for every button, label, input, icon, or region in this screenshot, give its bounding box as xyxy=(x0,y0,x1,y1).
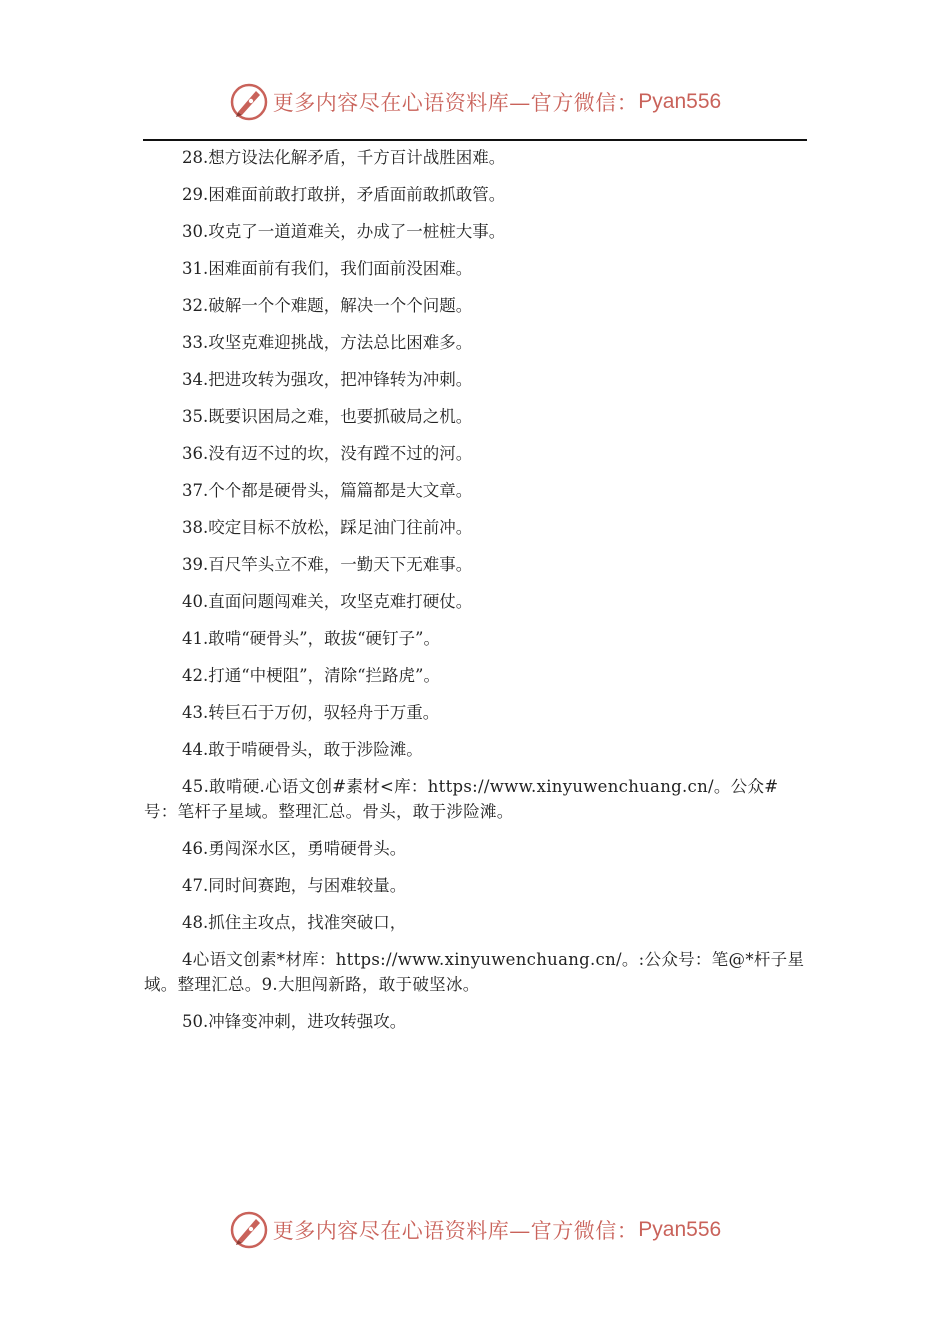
footer-wechat-id: Pyan556 xyxy=(638,1218,722,1241)
list-item-50: 50.冲锋变冲刺，进攻转强攻。 xyxy=(182,1012,407,1031)
pen-logo-icon xyxy=(229,1210,269,1250)
header-wechat-id: Pyan556 xyxy=(638,90,722,113)
list-item-33: 33.攻坚克难迎挑战，方法总比困难多。 xyxy=(182,333,473,352)
footer-banner xyxy=(0,1208,950,1252)
document-body xyxy=(144,145,808,1046)
pen-logo-icon xyxy=(229,82,269,122)
list-item-41: 41.敢啃“硬骨头”，敢拔“硬钉子”。 xyxy=(182,629,440,648)
list-item-45: 45.敢啃硬.心语文创#素材<库：https://www.xinyuwenchuang.cn/。公众#号：笔杆子星域。整理汇总。骨头，敢于涉险滩。 xyxy=(144,777,779,821)
list-item-39: 39.百尺竿头立不难，一勤天下无难事。 xyxy=(182,555,473,574)
list-item-49: 4心语文创素*材库：https://www.xinyuwenchuang.cn/。:公众号：笔@*杆子星域。整理汇总。9.大胆闯新路，敢于破坚冰。 xyxy=(144,950,805,994)
footer-banner-text: 更多内容尽在心语资料库—官方微信： xyxy=(272,1219,639,1243)
header-banner-text: 更多内容尽在心语资料库—官方微信： xyxy=(272,91,639,115)
list-item-48: 48.抓住主攻点，找准突破口， xyxy=(182,913,407,932)
list-item-47: 47.同时间赛跑，与困难较量。 xyxy=(182,876,407,895)
list-item-28: 28.想方设法化解矛盾，千方百计战胜困难。 xyxy=(182,148,506,167)
header-divider xyxy=(143,139,807,141)
list-item-46: 46.勇闯深水区，勇啃硬骨头。 xyxy=(182,839,407,858)
list-item-34: 34.把进攻转为强攻，把冲锋转为冲刺。 xyxy=(182,370,473,389)
list-item-36: 36.没有迈不过的坎，没有蹚不过的河。 xyxy=(182,444,473,463)
list-item-38: 38.咬定目标不放松，踩足油门往前冲。 xyxy=(182,518,473,537)
list-item-31: 31.困难面前有我们，我们面前没困难。 xyxy=(182,259,473,278)
list-item-40: 40.直面问题闯难关，攻坚克难打硬仗。 xyxy=(182,592,473,611)
list-item-42: 42.打通“中梗阻”，清除“拦路虎”。 xyxy=(182,666,440,685)
list-item-43: 43.转巨石于万仞，驭轻舟于万重。 xyxy=(182,703,440,722)
list-item-44: 44.敢于啃硬骨头，敢于涉险滩。 xyxy=(182,740,423,759)
list-item-35: 35.既要识困局之难，也要抓破局之机。 xyxy=(182,407,473,426)
header-banner xyxy=(0,80,950,124)
list-item-30: 30.攻克了一道道难关，办成了一桩桩大事。 xyxy=(182,222,506,241)
list-item-29: 29.困难面前敢打敢拼，矛盾面前敢抓敢管。 xyxy=(182,185,506,204)
list-item-32: 32.破解一个个难题，解决一个个问题。 xyxy=(182,296,473,315)
list-item-37: 37.个个都是硬骨头，篇篇都是大文章。 xyxy=(182,481,473,500)
